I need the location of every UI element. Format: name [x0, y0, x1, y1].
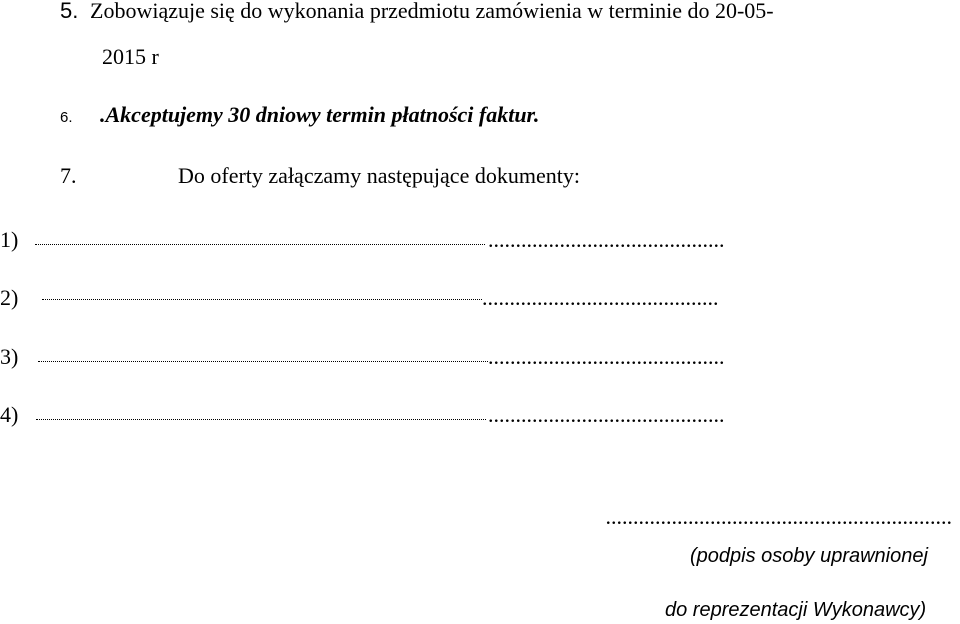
signature-caption-line-2: do reprezentacji Wykonawcy) — [665, 599, 927, 621]
signature-caption-line-1: (podpis osoby uprawnionej — [690, 545, 928, 567]
attachment-label: 2) — [0, 285, 19, 310]
item-5-text: Zobowiązuje się do wykonania przedmiotu zamówienia w terminie do 20-05- — [90, 0, 774, 23]
item-7-text: Do oferty załączamy następujące dokumenty: — [178, 163, 580, 188]
item-7-number: 7. — [60, 163, 77, 188]
attachment-dots: ........................................... — [482, 285, 719, 310]
attachment-label: 1) — [0, 227, 19, 252]
attachment-dots: ........................................... — [488, 344, 725, 369]
item-5-continuation: 2015 r — [102, 44, 159, 69]
attachment-label: 4) — [0, 402, 19, 427]
signature-dots: ............................................................... — [605, 504, 952, 529]
attachment-fill-line — [36, 419, 486, 420]
item-6-text: .Akceptujemy 30 dniowy termin płatności faktur. — [100, 102, 540, 127]
attachment-label: 3) — [0, 344, 19, 369]
attachment-fill-line — [38, 361, 488, 362]
attachment-fill-line — [35, 244, 485, 245]
attachment-dots: ........................................... — [488, 227, 725, 252]
item-6-number: 6. — [60, 109, 73, 126]
attachment-fill-line — [42, 299, 482, 300]
item-5-number: 5. — [60, 0, 79, 23]
attachment-dots: ........................................... — [488, 402, 725, 427]
